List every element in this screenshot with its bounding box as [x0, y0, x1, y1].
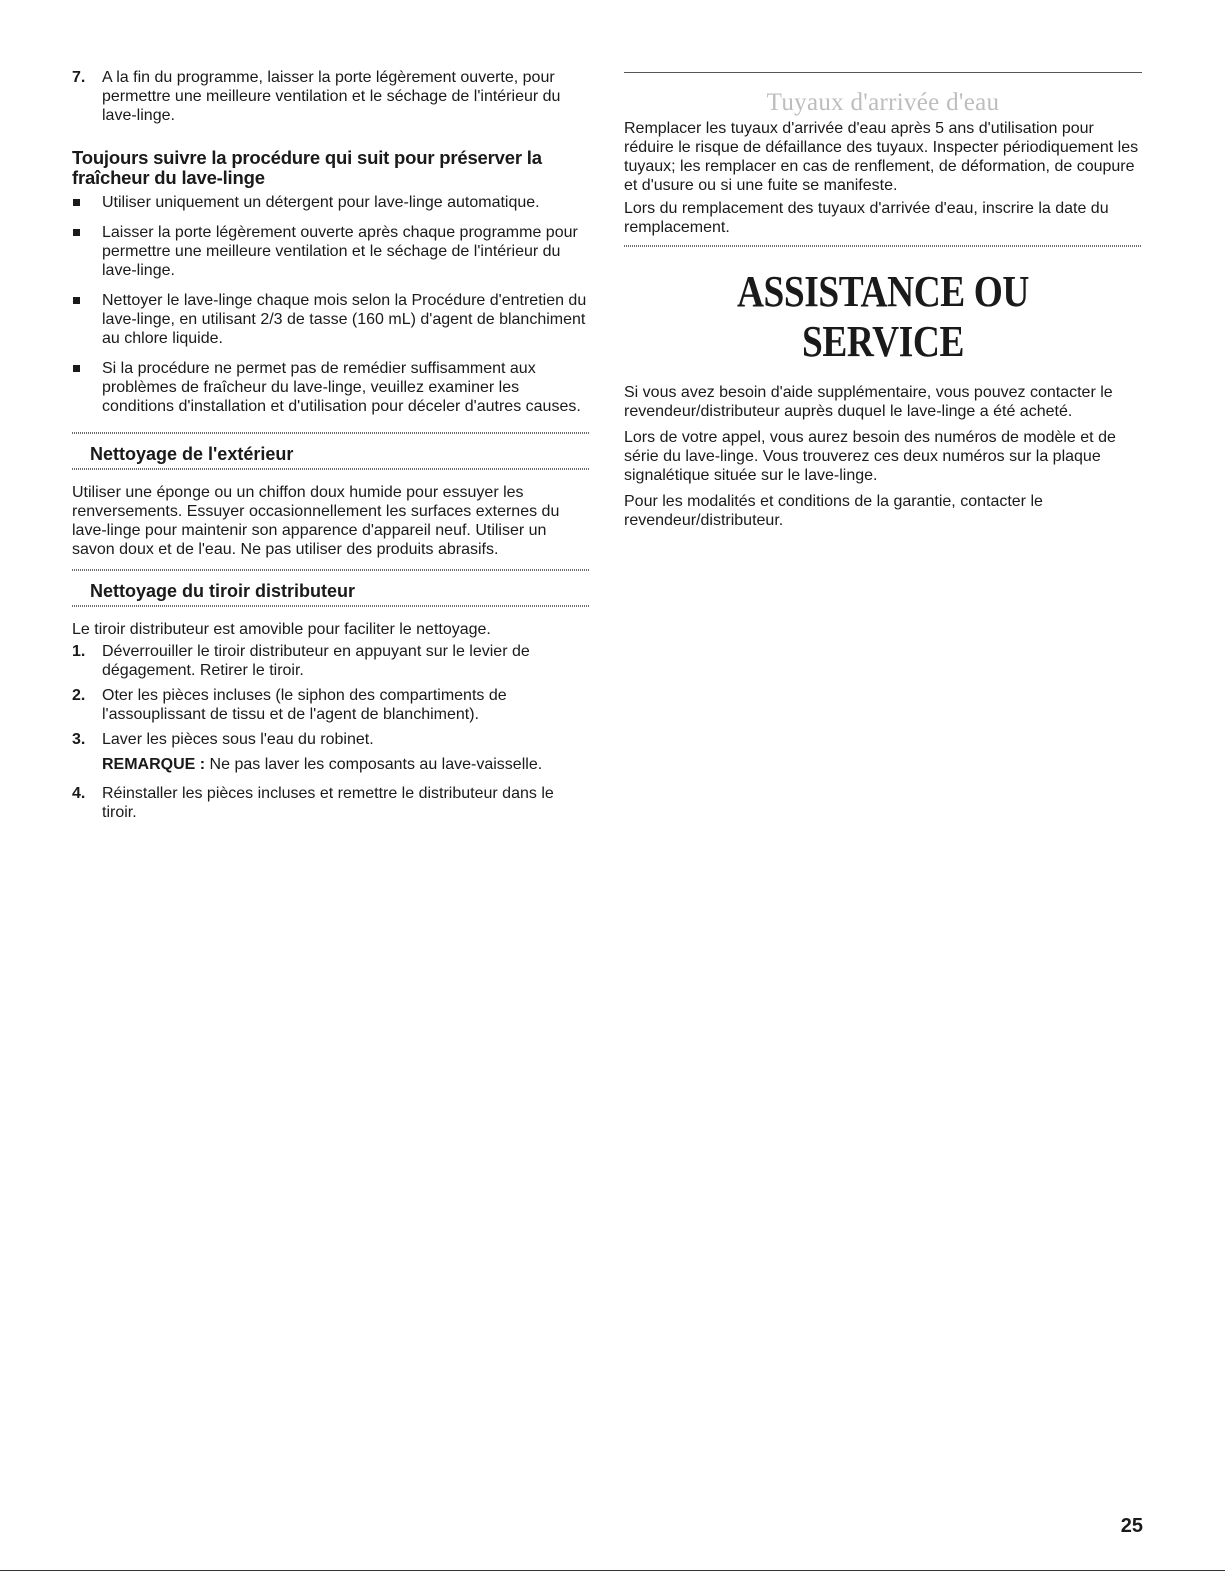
- drawer-intro: Le tiroir distributeur est amovible pour faciliter le nettoyage.: [72, 621, 491, 638]
- step-text: Déverrouiller le tiroir distributeur en appuyant sur le levier de dégagement. Retirer le tiroir.: [102, 643, 530, 679]
- square-bullet-icon: [73, 229, 80, 236]
- exterior-text: Utiliser une éponge ou un chiffon doux humide pour essuyer les renversements. Essuyer occasionnellement les surfaces externes du lave-linge pour maintenir son apparence d'appareil neuf. Utiliser un savon doux et de l'eau. Ne pas utiliser des produits abrasifs.: [72, 484, 560, 558]
- bullet-text: Nettoyer le lave-linge chaque mois selon la Procédure d'entretien du lave-linge, en utilisant 2/3 de tasse (160 mL) d'agent de blanchiment au chlore liquide.: [102, 292, 587, 347]
- page-border: [0, 1570, 1225, 1571]
- bullet-item: [72, 291, 590, 348]
- section-divider: [72, 432, 590, 434]
- note-label: REMARQUE :: [102, 756, 206, 773]
- square-bullet-icon: [73, 365, 80, 372]
- note-text: Ne pas laver les composants au lave-vaisselle.: [205, 756, 543, 773]
- step-text: A la fin du programme, laisser la porte légèrement ouverte, pour permettre une meilleure ventilation et le séchage de l'intérieur du lave-linge.: [102, 69, 561, 124]
- bullet-item: [72, 193, 590, 212]
- page-number: 25: [1120, 1515, 1143, 1537]
- numbered-step: [72, 642, 590, 680]
- section-divider: [72, 569, 590, 571]
- step-number: 7.: [72, 69, 86, 86]
- note: [72, 755, 590, 774]
- hoses-text: Remplacer les tuyaux d'arrivée d'eau après 5 ans d'utilisation pour réduire le risque de défaillance des tuyaux. Inspecter périodiquement les tuyaux; les remplacer en cas de renflement, de déformation, de coupure et d'usure ou si une fuite se manifeste.: [624, 120, 1139, 194]
- step-text: Laver les pièces sous l'eau du robinet.: [102, 731, 374, 748]
- square-bullet-icon: [73, 297, 80, 304]
- step-text: Réinstaller les pièces incluses et remettre le distributeur dans le tiroir.: [102, 785, 554, 821]
- service-text: Pour les modalités et conditions de la garantie, contacter le revendeur/distributeur.: [624, 493, 1043, 529]
- freshness-heading: Toujours suivre la procédure qui suit pour préserver la fraîcheur du lave-linge: [72, 147, 542, 188]
- bullet-text: Laisser la porte légèrement ouverte après chaque programme pour permettre une meilleure ventilation et le séchage de l'intérieur du lave-linge.: [102, 224, 578, 279]
- hoses-heading: Tuyaux d'arrivée d'eau: [766, 89, 1000, 116]
- numbered-step: [72, 784, 590, 822]
- section-divider: [624, 72, 1142, 73]
- exterior-heading: Nettoyage de l'extérieur: [90, 444, 294, 464]
- step-number: 4.: [72, 785, 86, 802]
- right-column: [624, 0, 1142, 530]
- step-number: 3.: [72, 731, 86, 748]
- step-number: 1.: [72, 643, 86, 660]
- bullet-item: [72, 223, 590, 280]
- bullet-text: Utiliser uniquement un détergent pour lave-linge automatique.: [102, 194, 540, 211]
- bullet-text: Si la procédure ne permet pas de remédier suffisamment aux problèmes de fraîcheur du lave-linge, veuillez examiner les conditions d'installation et d'utilisation pour déceler d'autres causes.: [102, 360, 581, 415]
- section-divider: [72, 468, 590, 470]
- left-column: [72, 0, 590, 822]
- section-divider: [72, 605, 590, 607]
- service-text: Lors de votre appel, vous aurez besoin des numéros de modèle et de série du lave-linge. Vous trouverez ces deux numéros sur la plaque signalétique située sur le lave-linge.: [624, 429, 1116, 484]
- drawer-heading: Nettoyage du tiroir distributeur: [90, 581, 356, 601]
- section-divider: [624, 245, 1142, 247]
- service-text: Si vous avez besoin d'aide supplémentaire, vous pouvez contacter le revendeur/distributeur auprès duquel le lave-linge a été acheté.: [624, 384, 1113, 420]
- step-number: 2.: [72, 687, 86, 704]
- numbered-step: [72, 68, 590, 125]
- numbered-step: [72, 730, 590, 749]
- numbered-step: [72, 686, 590, 724]
- bullet-item: [72, 359, 590, 416]
- step-text: Oter les pièces incluses (le siphon des compartiments de l'assouplissant de tissu et de l'agent de blanchiment).: [102, 687, 507, 723]
- service-title: ASSISTANCE OU SERVICE: [736, 267, 1030, 366]
- hoses-date-text: Lors du remplacement des tuyaux d'arrivée d'eau, inscrire la date du remplacement.: [624, 200, 1109, 236]
- square-bullet-icon: [73, 199, 80, 206]
